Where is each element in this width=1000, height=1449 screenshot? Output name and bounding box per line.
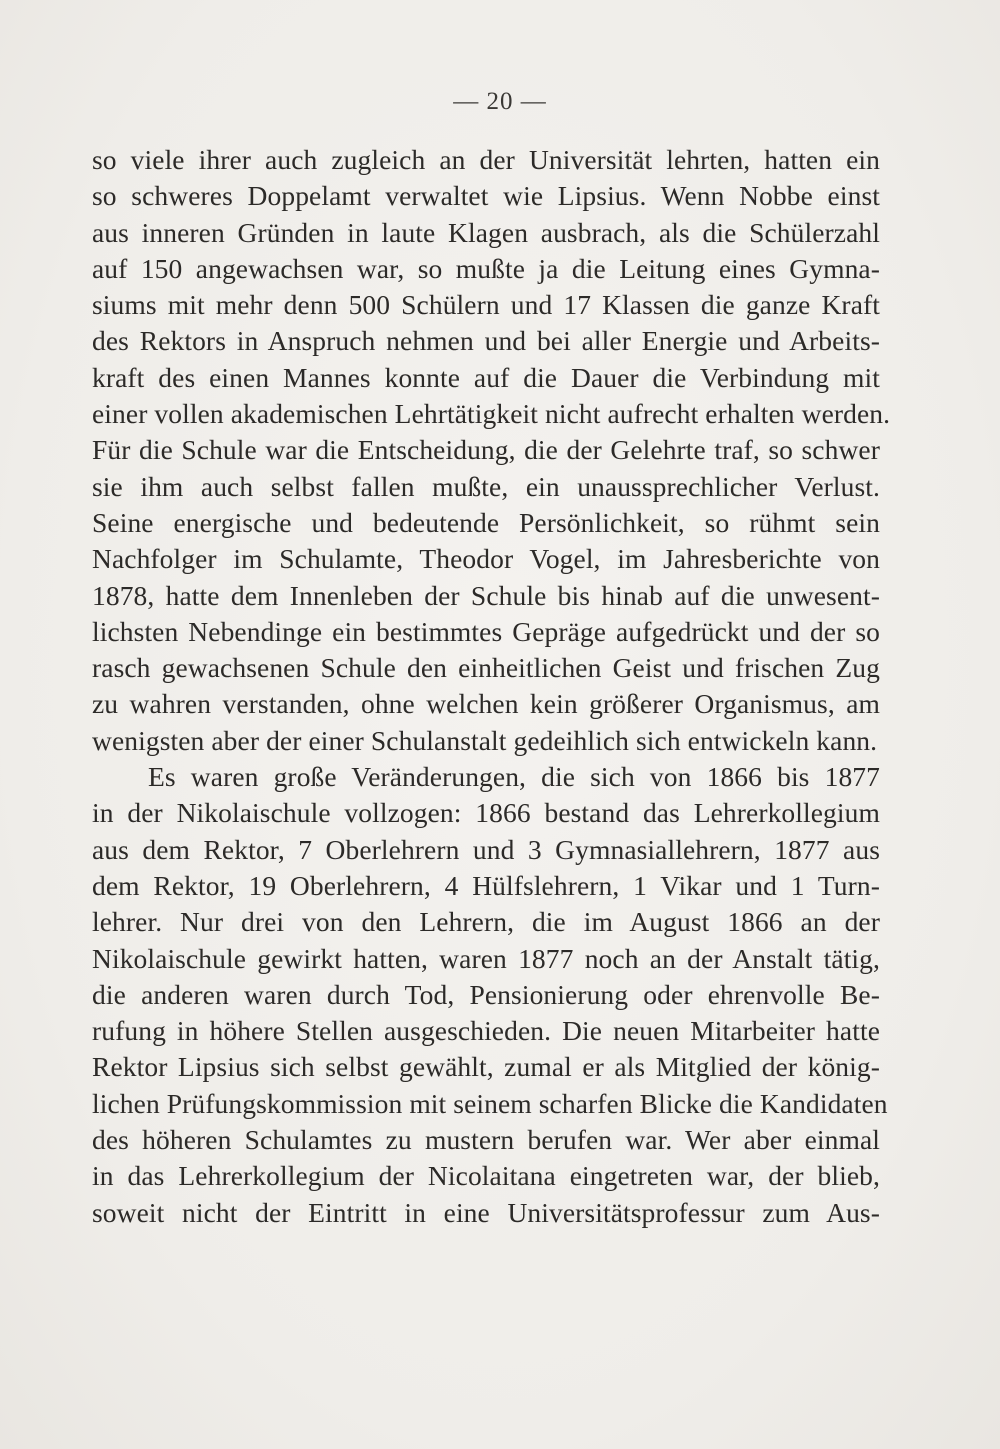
text-line: zu wahren verstanden, ohne welchen kein größerer Organismus, am	[92, 688, 880, 720]
text-line: so schweres Doppelamt verwaltet wie Lipsius. Wenn Nobbe einst	[92, 180, 880, 212]
text-line: dem Rektor, 19 Oberlehrern, 4 Hülfslehrern, 1 Vikar und 1 Turn-	[92, 869, 880, 901]
text-line: rasch gewachsenen Schule den einheitlichen Geist und frischen Zug	[92, 652, 880, 684]
text-line: Für die Schule war die Entscheidung, die der Gelehrte traf, so schwer	[92, 434, 880, 466]
text-line: lehrer. Nur drei von den Lehrern, die im August 1866 an der	[92, 906, 880, 938]
text-line: Rektor Lipsius sich selbst gewählt, zumal er als Mitglied der könig-	[92, 1051, 880, 1083]
text-line: sie ihm auch selbst fallen mußte, ein unaussprechlicher Verlust.	[92, 470, 880, 502]
paragraph-end-line: wenigsten aber der einer Schulanstalt gedeihlich sich entwickeln kann.	[92, 724, 878, 756]
text-line: rufung in höhere Stellen ausgeschieden. Die neuen Mitarbeiter hatte	[92, 1015, 880, 1047]
body-text	[92, 142, 891, 1231]
paragraph-start-line: Es waren große Veränderungen, die sich von 1866 bis 1877	[148, 761, 880, 793]
text-line: Seine energische und bedeutende Persönlichkeit, so rühmt sein	[92, 506, 880, 538]
text-line: soweit nicht der Eintritt in eine Universitätsprofessur zum Aus-	[92, 1196, 880, 1228]
text-line: auf 150 angewachsen war, so mußte ja die Leitung eines Gymna-	[92, 252, 880, 284]
text-line: 1878, hatte dem Innenleben der Schule bis hinab auf die unwesent-	[92, 579, 880, 611]
page-number: — 20 —	[453, 88, 547, 115]
text-line: des höheren Schulamtes zu mustern berufen war. Wer aber einmal	[92, 1124, 880, 1156]
text-line: so viele ihrer auch zugleich an der Universität lehrten, hatten ein	[92, 144, 880, 175]
text-line: Nikolaischule gewirkt hatten, waren 1877 noch an der Anstalt tätig,	[92, 942, 880, 974]
text-line: in das Lehrerkollegium der Nicolaitana eingetreten war, der blieb,	[92, 1160, 880, 1192]
text-line: lichsten Nebendinge ein bestimmtes Gepräge aufgedrückt und der so	[92, 615, 880, 647]
text-line: Nachfolger im Schulamte, Theodor Vogel, im Jahresberichte von	[92, 543, 880, 575]
text-line: des Rektors in Anspruch nehmen und bei aller Energie und Arbeits-	[92, 325, 880, 357]
text-line: lichen Prüfungskommission mit seinem scharfen Blicke die Kandidaten	[92, 1087, 888, 1119]
text-line: siums mit mehr denn 500 Schülern und 17 Klassen die ganze Kraft	[92, 289, 880, 321]
text-line: in der Nikolaischule vollzogen: 1866 bestand das Lehrerkollegium	[92, 797, 880, 829]
text-line: kraft des einen Mannes konnte auf die Dauer die Verbindung mit	[92, 361, 880, 393]
text-line: aus inneren Gründen in laute Klagen ausbrach, als die Schülerzahl	[92, 216, 880, 248]
text-line: aus dem Rektor, 7 Oberlehrern und 3 Gymnasiallehrern, 1877 aus	[92, 833, 880, 865]
text-line: einer vollen akademischen Lehrtätigkeit nicht aufrecht erhalten werden.	[92, 398, 891, 430]
text-line: die anderen waren durch Tod, Pensionierung oder ehrenvolle Be-	[92, 978, 880, 1010]
